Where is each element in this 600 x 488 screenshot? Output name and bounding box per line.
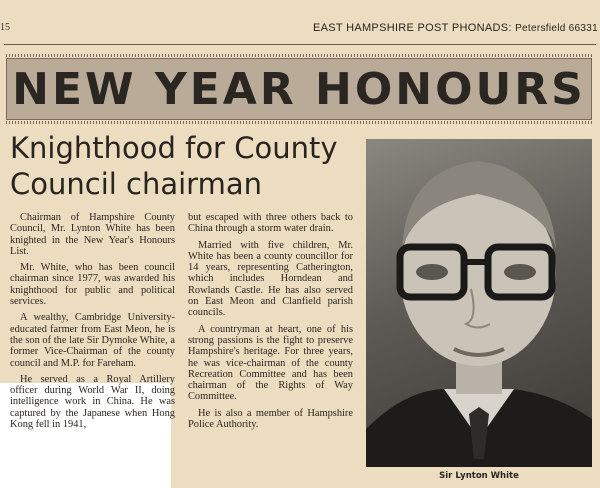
paragraph: He served as a Royal Artillery officer during World War II, doing intelligence work in China. He was captured by the Japanese when Hong Kong fell in 1941,: [10, 373, 175, 431]
article-column-2: [188, 212, 353, 435]
masthead-title: EAST HAMPSHIRE POST PHONADS:: [313, 22, 512, 34]
masthead: [313, 22, 598, 34]
banner-title: NEW YEAR HONOURS: [12, 64, 586, 115]
paragraph: Married with five children, Mr. White has been a county councillor for 14 years, representing Catherington, which includes Horndean and Rowlands Castle. He has also served on East Meon and Clanfield parish councils.: [188, 239, 353, 319]
portrait-figure: [366, 139, 592, 467]
header-rule: [4, 44, 596, 45]
article-column-1: [10, 212, 175, 435]
paragraph: but escaped with three others back to China through a storm water drain.: [188, 212, 353, 235]
paragraph: A countryman at heart, one of his strong passions is the fight to preserve Hampshire's heritage. For three years, he was vice-chairman of the county Recreation Committee and has been chairman of the Rights of Way Committee.: [188, 323, 353, 403]
headline-line-2: Council chairman: [10, 167, 262, 201]
section-banner: [6, 58, 592, 120]
headline-line-1: Knighthood for County: [10, 131, 338, 165]
banner-hatch-top: [6, 54, 594, 57]
paragraph: Chairman of Hampshire County Council, Mr. Lynton White has been knighted in the New Year's Honours List.: [10, 212, 175, 257]
paragraph: A wealthy, Cambridge University-educated farmer from East Meon, he is the son of the late Sir Dymoke White, a former Vice-Chairman of the county council and M.P. for Fareham.: [10, 312, 175, 369]
portrait-photo: [366, 139, 592, 467]
paragraph: He is also a member of Hampshire Police Authority.: [188, 407, 353, 431]
page-number: 15: [0, 22, 10, 33]
banner-hatch-bottom: [6, 121, 594, 124]
photo-caption: Sir Lynton White: [439, 471, 519, 481]
paragraph: Mr. White, who has been council chairman since 1977, was awarded his knighthood for public and political services.: [10, 262, 175, 308]
article-headline: [10, 130, 360, 202]
masthead-town: Petersfield 66331: [515, 23, 598, 34]
